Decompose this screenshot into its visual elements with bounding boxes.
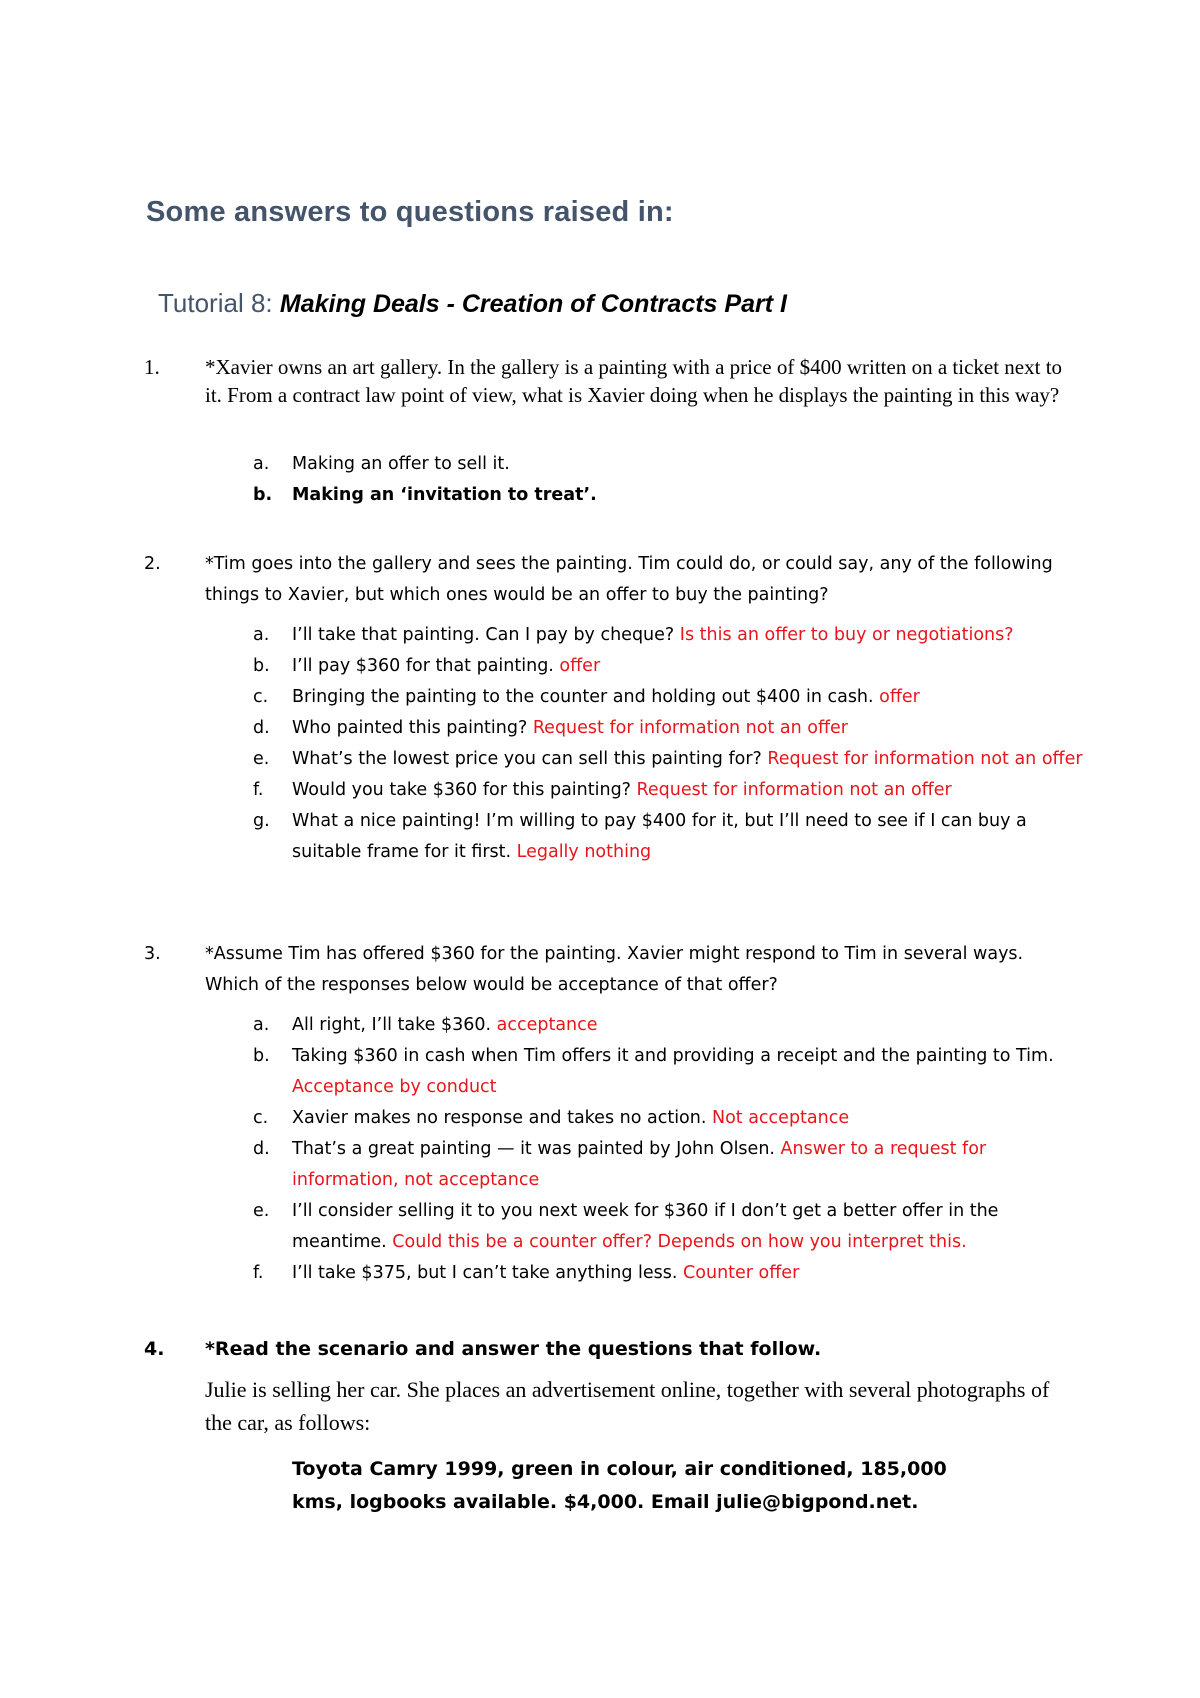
option-letter: g. [253, 811, 270, 831]
list-item [0, 806, 1200, 868]
option-text: That’s a great painting — it was painted by John Olsen. Answer to a request for information, not acceptance [292, 1139, 987, 1190]
question-text: *Tim goes into the gallery and sees the painting. Tim could do, or could say, any of the following things to Xavier, but which ones would be an offer to buy the painting? [205, 554, 1053, 605]
option-letter: a. [253, 625, 270, 645]
option-text: Bringing the painting to the counter and holding out $400 in cash. offer [292, 687, 920, 707]
option-letter: a. [253, 1015, 270, 1035]
option-text: Making an ‘invitation to treat’. [292, 485, 597, 505]
answer-note: Could this be a counter offer? Depends on how you interpret this. [392, 1232, 967, 1252]
question-number: 1. [144, 355, 160, 379]
option-text: Would you take $360 for this painting? Request for information not an offer [292, 780, 952, 800]
option-text: I’ll pay $360 for that painting. offer [292, 656, 601, 676]
list-item [0, 449, 1200, 480]
option-text: What a nice painting! I’m willing to pay $400 for it, but I’ll need to see if I can buy a suitable frame for it first. Legally nothing [292, 811, 1027, 862]
list-item [0, 620, 1200, 651]
answer-note: Request for information not an offer [767, 749, 1083, 769]
answer-note: acceptance [496, 1015, 598, 1035]
option-letter: b. [253, 1046, 270, 1066]
question-3-options [0, 1010, 1200, 1289]
question-text: *Read the scenario and answer the questions that follow. [205, 1338, 822, 1360]
list-item [0, 1010, 1200, 1041]
question-2-options [0, 620, 1200, 868]
car-advertisement: Toyota Camry 1999, green in colour, air conditioned, 185,000 kms, logbooks available. $4,000. Email julie@bigpond.net. [292, 1458, 947, 1513]
list-item [0, 1196, 1200, 1258]
question-number: 3. [144, 944, 161, 964]
option-letter: d. [253, 718, 270, 738]
tutorial-prefix: Tutorial 8: [158, 288, 280, 318]
option-text: I’ll consider selling it to you next week for $360 if I don’t get a better offer in the meantime. Could this be a counter offer? Depends on how you interpret this. [292, 1201, 999, 1252]
option-text: Who painted this painting? Request for information not an offer [292, 718, 848, 738]
list-item [0, 1258, 1200, 1289]
option-text: What’s the lowest price you can sell this painting for? Request for information not an offer [292, 749, 1083, 769]
option-text: I’ll take $375, but I can’t take anything less. Counter offer [292, 1263, 800, 1283]
option-letter: c. [253, 687, 269, 707]
option-letter: b. [253, 656, 270, 676]
list-item [0, 775, 1200, 806]
answer-note: Request for information not an offer [532, 718, 848, 738]
option-letter: c. [253, 1108, 269, 1128]
tutorial-name: Making Deals - Creation of Contracts Part I [279, 290, 787, 318]
option-letter: f. [253, 1263, 264, 1283]
tutorial-title [158, 288, 787, 319]
answer-note: offer [879, 687, 920, 707]
list-item [0, 744, 1200, 775]
question-number: 2. [144, 554, 161, 574]
scenario-text: Julie is selling her car. She places an advertisement online, together with several photographs of the car, as follows: [205, 1377, 1050, 1435]
option-text: Taking $360 in cash when Tim offers it and providing a receipt and the painting to Tim. Acceptance by conduct [292, 1046, 1054, 1097]
list-item [0, 713, 1200, 744]
list-item [0, 1041, 1200, 1103]
option-text: All right, I’ll take $360. acceptance [292, 1015, 598, 1035]
answer-note: offer [559, 656, 601, 676]
option-text: Xavier makes no response and takes no action. Not acceptance [292, 1108, 850, 1128]
option-text: Making an offer to sell it. [292, 454, 510, 474]
option-letter: b. [253, 485, 273, 505]
answer-note: Acceptance by conduct [292, 1077, 497, 1097]
answer-note: Is this an offer to buy or negotiations? [679, 625, 1014, 645]
list-item [0, 682, 1200, 713]
list-item [0, 1103, 1200, 1134]
list-item [0, 480, 1200, 511]
list-item [0, 1134, 1200, 1196]
answer-note: Legally nothing [516, 842, 652, 862]
option-letter: a. [253, 454, 270, 474]
option-letter: f. [253, 780, 264, 800]
answer-note: Answer to a request for information, not acceptance [292, 1139, 987, 1190]
option-letter: e. [253, 1201, 270, 1221]
answer-note: Request for information not an offer [636, 780, 952, 800]
option-text: I’ll take that painting. Can I pay by cheque? Is this an offer to buy or negotiations? [292, 625, 1014, 645]
page-heading: Some answers to questions raised in: [146, 196, 674, 228]
list-item [0, 651, 1200, 682]
question-text: *Assume Tim has offered $360 for the painting. Xavier might respond to Tim in several ways. Which of the responses below would be acceptance of that offer? [205, 944, 1024, 995]
option-letter: d. [253, 1139, 270, 1159]
answer-note: Counter offer [683, 1263, 800, 1283]
option-letter: e. [253, 749, 270, 769]
answer-note: Not acceptance [711, 1108, 850, 1128]
question-number: 4. [144, 1338, 165, 1360]
question-1-options [0, 449, 1200, 511]
question-text: *Xavier owns an art gallery. In the gallery is a painting with a price of $400 written on a ticket next to it. From a contract law point of view, what is Xavier doing when he displays the painting in this way? [205, 355, 1063, 407]
